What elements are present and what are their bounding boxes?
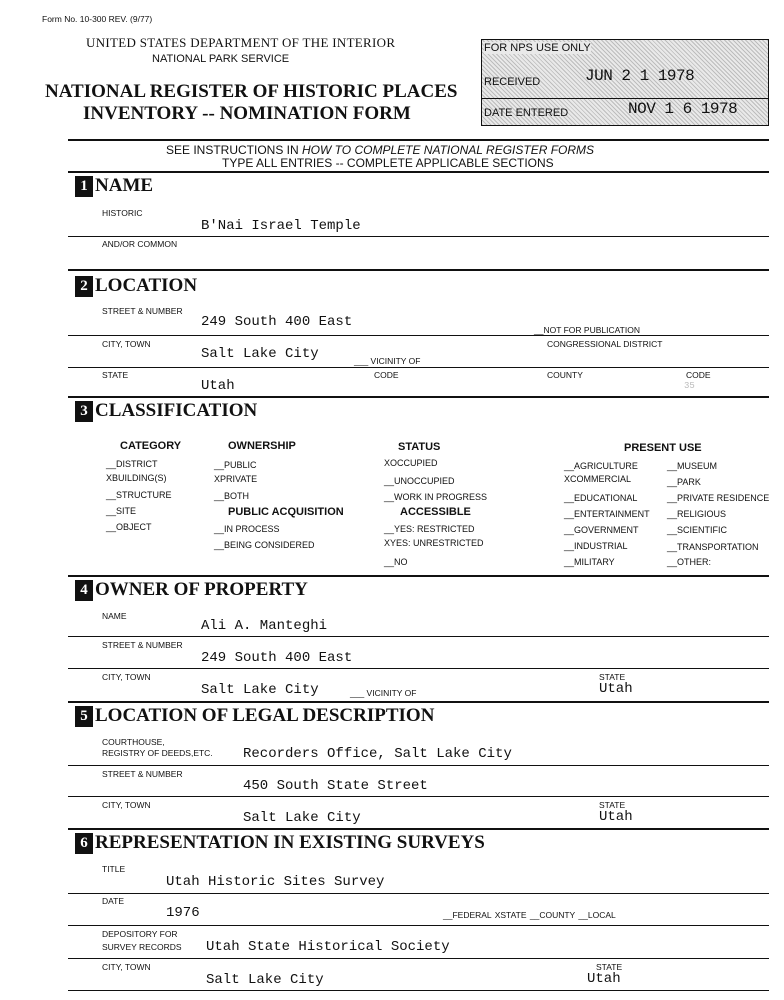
survey-levels: __FEDERAL XSTATE __COUNTY __LOCAL	[443, 910, 616, 920]
agency-name: UNITED STATES DEPARTMENT OF THE INTERIOR	[86, 35, 396, 50]
acc-0: __YES: RESTRICTED	[384, 524, 475, 534]
ownership-heading: OWNERSHIP	[228, 440, 296, 452]
s4-vicinity: ___ VICINITY OF	[350, 688, 417, 698]
depository-label-1: DEPOSITORY FOR	[102, 929, 178, 939]
s5-city: Salt Lake City	[243, 810, 361, 826]
acq-1: __BEING CONSIDERED	[214, 540, 315, 550]
s1-line	[68, 236, 769, 237]
acc-1: XYES: UNRESTRICTED	[384, 538, 484, 548]
historic-label: HISTORIC	[102, 208, 143, 218]
s6-city-label: CITY, TOWN	[102, 962, 151, 972]
section-3-heading	[75, 400, 257, 422]
cat-2: __STRUCTURE	[106, 490, 172, 500]
not-for-publication: __NOT FOR PUBLICATION	[534, 325, 640, 335]
section-3-number: 3	[75, 401, 93, 422]
nps-box-header: FOR NPS USE ONLY	[484, 42, 591, 54]
courthouse-label-2: REGISTRY OF DEEDS,ETC.	[102, 748, 213, 758]
status-0: XOCCUPIED	[384, 458, 438, 468]
cat-3: __SITE	[106, 506, 137, 516]
s5-city-label: CITY, TOWN	[102, 800, 151, 810]
s6-line-3	[68, 958, 769, 959]
category-heading: CATEGORY	[120, 440, 182, 452]
cat-1: XBUILDING(S)	[106, 473, 167, 483]
cat-4: __OBJECT	[106, 522, 152, 532]
s4-line-2	[68, 668, 769, 669]
cat-0: __DISTRICT	[106, 459, 158, 469]
s2-street-label: STREET & NUMBER	[102, 306, 183, 316]
own-2: __BOTH	[214, 491, 250, 501]
use-a-3: __ENTERTAINMENT	[564, 509, 650, 519]
own-1: XPRIVATE	[214, 474, 258, 484]
s6-state: Utah	[587, 971, 621, 987]
section-2-title: LOCATION	[95, 275, 198, 296]
header-rule	[68, 139, 769, 141]
date-entered-label: DATE ENTERED	[484, 107, 569, 119]
s6-line-1	[68, 893, 769, 894]
section-1-title: NAME	[95, 175, 154, 196]
use-b-2: __PRIVATE RESIDENCE	[667, 493, 770, 503]
use-b-1: __PARK	[667, 477, 701, 487]
section-6-title: REPRESENTATION IN EXISTING SURVEYS	[95, 832, 485, 853]
s2-vicinity: ___ VICINITY OF	[354, 356, 421, 366]
s4-city: Salt Lake City	[201, 682, 319, 698]
use-a-2: __EDUCATIONAL	[564, 493, 638, 503]
acc-2: __NO	[384, 557, 408, 567]
section-5-number: 5	[75, 706, 93, 727]
date-entered-value: NOV 1 6 1978	[628, 100, 738, 118]
depository-label-2: SURVEY RECORDS	[102, 942, 182, 952]
s6-line-4	[68, 990, 769, 991]
s5-street: 450 South State Street	[243, 778, 428, 794]
instructions-line1	[166, 143, 594, 157]
s6-city: Salt Lake City	[206, 972, 324, 988]
accessible-heading: ACCESSIBLE	[400, 506, 471, 518]
common-label: AND/OR COMMON	[102, 239, 178, 249]
section-5-rule	[68, 701, 769, 703]
use-a-6: __MILITARY	[564, 557, 615, 567]
s5-state-label: STATE	[599, 800, 626, 810]
use-a-1: XCOMMERCIAL	[564, 474, 632, 484]
survey-date: 1976	[166, 905, 200, 921]
section-4-rule	[68, 575, 769, 577]
s2-line-2	[68, 367, 769, 368]
section-2-rule	[68, 269, 769, 271]
s4-street-label: STREET & NUMBER	[102, 640, 183, 650]
section-3-title: CLASSIFICATION	[95, 400, 258, 421]
section-5-title: LOCATION OF LEGAL DESCRIPTION	[95, 705, 435, 726]
s5-state: Utah	[599, 809, 633, 825]
s2-line-1	[68, 335, 769, 336]
s6-line-2	[68, 925, 769, 926]
s2-county-label: COUNTY	[547, 370, 583, 380]
s2-city-label: CITY, TOWN	[102, 339, 151, 349]
survey-title: Utah Historic Sites Survey	[166, 874, 385, 890]
survey-date-label: DATE	[102, 896, 125, 906]
s2-code2-label: CODE	[686, 370, 711, 380]
received-label: RECEIVED	[484, 76, 541, 88]
section-4-heading	[75, 579, 308, 601]
nps-use-box	[481, 39, 769, 126]
use-b-0: __MUSEUM	[667, 461, 718, 471]
status-heading: STATUS	[398, 441, 441, 453]
s4-state-label: STATE	[599, 672, 626, 682]
section-2-heading	[75, 275, 197, 297]
s2-city: Salt Lake City	[201, 346, 319, 362]
section-4-title: OWNER OF PROPERTY	[95, 579, 308, 600]
courthouse: Recorders Office, Salt Lake City	[243, 746, 512, 762]
s4-city-label: CITY, TOWN	[102, 672, 151, 682]
s4-line-1	[68, 636, 769, 637]
congressional-district-label: CONGRESSIONAL DISTRICT	[547, 339, 663, 349]
s2-code2-value: 35	[684, 381, 695, 391]
s4-state: Utah	[599, 681, 633, 697]
form-number: Form No. 10-300 REV. (9/77)	[42, 14, 153, 24]
s2-state-label: STATE	[102, 370, 129, 380]
survey-title-label: TITLE	[102, 864, 126, 874]
section-4-number: 4	[75, 580, 93, 601]
s6-state-label: STATE	[596, 962, 623, 972]
owner-name-label: NAME	[102, 611, 127, 621]
instructions-emphasis: HOW TO COMPLETE NATIONAL REGISTER FORMS	[302, 143, 595, 157]
use-b-6: __OTHER:	[667, 557, 712, 567]
instructions-line2: TYPE ALL ENTRIES -- COMPLETE APPLICABLE SECTIONS	[222, 156, 554, 170]
use-a-5: __INDUSTRIAL	[564, 541, 628, 551]
form-title-line1: NATIONAL REGISTER OF HISTORIC PLACES	[45, 81, 458, 102]
status-1: __UNOCCUPIED	[384, 476, 455, 486]
section-6-number: 6	[75, 833, 93, 854]
present-use-heading: PRESENT USE	[624, 442, 702, 454]
s2-code-label: CODE	[374, 370, 399, 380]
instructions-prefix: SEE INSTRUCTIONS IN	[166, 143, 303, 157]
section-1-rule	[68, 171, 769, 173]
s2-state: Utah	[201, 378, 235, 394]
s5-line-1	[68, 765, 769, 766]
use-b-4: __SCIENTIFIC	[667, 525, 728, 535]
use-b-3: __RELIGIOUS	[667, 509, 727, 519]
nps-box-divider	[482, 98, 768, 99]
owner-name: Ali A. Manteghi	[201, 618, 328, 634]
own-0: __PUBLIC	[214, 460, 257, 470]
acq-0: __IN PROCESS	[214, 524, 280, 534]
depository: Utah State Historical Society	[206, 939, 450, 955]
use-b-5: __TRANSPORTATION	[667, 542, 759, 552]
historic-name: B'Nai Israel Temple	[201, 218, 361, 234]
section-6-rule	[68, 828, 769, 830]
s5-street-label: STREET & NUMBER	[102, 769, 183, 779]
section-1-number: 1	[75, 176, 93, 197]
s4-street: 249 South 400 East	[201, 650, 353, 666]
s5-line-2	[68, 796, 769, 797]
use-a-0: __AGRICULTURE	[564, 461, 638, 471]
public-acquisition-heading: PUBLIC ACQUISITION	[228, 506, 344, 518]
use-a-4: __GOVERNMENT	[564, 525, 639, 535]
received-date: JUN 2 1 1978	[585, 67, 695, 85]
form-title-line2: INVENTORY -- NOMINATION FORM	[83, 103, 411, 124]
courthouse-label-1: COURTHOUSE,	[102, 737, 165, 747]
status-2: __WORK IN PROGRESS	[384, 492, 488, 502]
section-1-heading	[75, 175, 153, 197]
section-2-number: 2	[75, 276, 93, 297]
s2-street: 249 South 400 East	[201, 314, 353, 330]
section-3-rule	[68, 396, 769, 398]
service-name: NATIONAL PARK SERVICE	[152, 53, 290, 65]
section-6-heading	[75, 832, 485, 854]
section-5-heading	[75, 705, 434, 727]
